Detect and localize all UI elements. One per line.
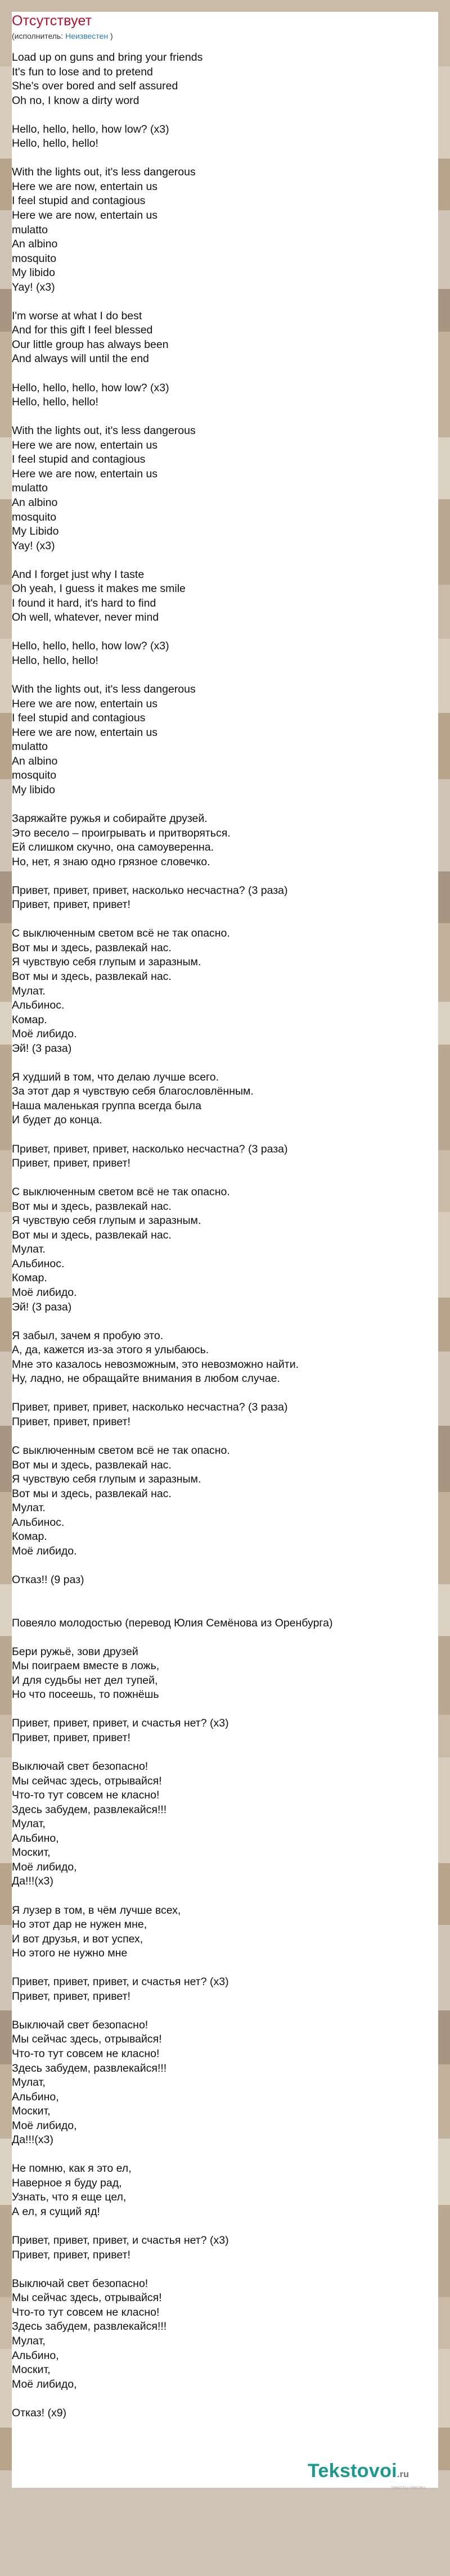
lyric-line: Мы сейчас здесь, отрывайся!: [12, 2033, 162, 2046]
lyric-line: Load up on guns and bring your friends: [12, 51, 203, 64]
lyric-line: Hello, hello, hello, how low? (x3): [12, 381, 169, 394]
lyric-line: Альбино,: [12, 2349, 59, 2362]
lyric-line: With the lights out, it's less dangerous: [12, 424, 196, 437]
lyric-line: Я худший в том, что делаю лучше всего.: [12, 1070, 219, 1083]
lyric-line: Выключай свет безопасно!: [12, 2277, 148, 2290]
lyric-line: Oh no, I know a dirty word: [12, 94, 140, 107]
lyric-line: Мы поиграем вместе в ложь,: [12, 1660, 160, 1673]
lyric-line: My libido: [12, 783, 55, 796]
lyric-line: Hello, hello, hello!: [12, 654, 98, 667]
lyric-line: Here we are now, entertain us: [12, 467, 158, 480]
lyric-blank-line: [12, 1056, 406, 1070]
lyric-blank-line: [12, 1702, 406, 1717]
lyric-line: mosquito: [12, 510, 57, 523]
lyric-line: With the lights out, it's less dangerous: [12, 683, 196, 696]
performer-info: [12, 31, 113, 40]
lyric-line: Привет, привет, привет, и счастья нет? (х3): [12, 1976, 229, 1989]
lyric-line: И для судьбы нет дел тупей,: [12, 1674, 158, 1687]
lyric-line: Не помню, как я это ел,: [12, 2162, 132, 2175]
lyric-line: А, да, кажется из-за этого я улыбаюсь.: [12, 1344, 209, 1357]
lyric-line: Эй! (3 раза): [12, 1300, 72, 1313]
lyric-line: Я забыл, зачем я пробую это.: [12, 1329, 164, 1342]
lyric-line: Hello, hello, hello, how low? (x3): [12, 640, 169, 653]
lyric-line: It's fun to lose and to pretend: [12, 65, 153, 78]
lyric-line: Здесь забудем, развлекайся!!!: [12, 2320, 167, 2333]
lyric-line: Но этот дар не нужен мне,: [12, 1918, 147, 1931]
lyric-line: I feel stupid and contagious: [12, 453, 146, 466]
lyric-line: mulatto: [12, 740, 48, 753]
lyric-line: Мулат.: [12, 1243, 46, 1256]
lyric-line: Привет, привет, привет, насколько несчастна? (3 раза): [12, 884, 288, 897]
lyric-line: И вот друзья, и вот успех,: [12, 1932, 143, 1945]
lyric-blank-line: [12, 367, 406, 381]
performer-link[interactable]: Неизвестен: [65, 31, 109, 40]
lyric-line: Комар.: [12, 1272, 47, 1285]
lyric-blank-line: [12, 151, 406, 166]
lyric-blank-line: [12, 1314, 406, 1329]
lyric-blank-line: [12, 1588, 406, 1602]
lyric-line: Повеяло молодостью (перевод Юлия Семёнова из Оренбурга): [12, 1616, 333, 1629]
lyric-line: Мулат,: [12, 1818, 46, 1831]
lyric-line: С выключенным светом всё не так опасно.: [12, 927, 230, 940]
lyric-line: Я чувствую себя глупым и заразным.: [12, 956, 201, 969]
lyric-line: Здесь забудем, развлекайся!!!: [12, 2062, 167, 2075]
lyric-line: Yay! (x3): [12, 539, 55, 552]
lyric-line: Но, нет, я знаю одно грязное словечко.: [12, 855, 210, 868]
lyric-blank-line: [12, 553, 406, 568]
lyric-line: С выключенным светом всё не так опасно.: [12, 1444, 230, 1457]
lyric-line: Привет, привет, привет, и счастья нет? (х3): [12, 2234, 229, 2247]
lyric-line: Отказ! (х9): [12, 2406, 67, 2419]
lyric-line: Альбинос.: [12, 1516, 65, 1529]
lyric-line: Мы сейчас здесь, отрывайся!: [12, 1774, 162, 1787]
lyric-line: Привет, привет, привет, насколько несчастна? (3 раза): [12, 1401, 288, 1414]
lyric-blank-line: [12, 1558, 406, 1573]
lyric-line: Hello, hello, hello!: [12, 396, 98, 409]
lyric-line: Здесь забудем, развлекайся!!!: [12, 1803, 167, 1816]
lyric-blank-line: [12, 1386, 406, 1401]
lyric-line: Вот мы и здесь, развлекай нас.: [12, 1200, 172, 1213]
lyric-line: Моё либидо.: [12, 1028, 77, 1041]
lyric-line: mosquito: [12, 769, 57, 782]
lyric-line: Но этого не нужно мне: [12, 1947, 128, 1960]
lyric-line: An albino: [12, 496, 58, 509]
lyric-blank-line: [12, 410, 406, 424]
lyric-blank-line: [12, 2392, 406, 2406]
lyric-line: Моё либидо.: [12, 1544, 77, 1557]
lyric-line: Hello, hello, hello!: [12, 137, 98, 150]
lyric-blank-line: [12, 1128, 406, 1142]
lyric-line: My Libido: [12, 525, 59, 538]
lyric-line: Here we are now, entertain us: [12, 726, 158, 739]
lyric-line: She's over bored and self assured: [12, 80, 178, 93]
lyric-line: Привет, привет, привет, насколько несчастна? (3 раза): [12, 1142, 288, 1155]
lyric-line: Москит,: [12, 2105, 51, 2118]
lyric-line: Комар.: [12, 1013, 47, 1026]
lyric-line: Моё либидо,: [12, 1860, 77, 1873]
lyric-line: Я чувствую себя глупым и заразным.: [12, 1473, 201, 1486]
lyric-line: Да!!!(х3): [12, 2134, 53, 2146]
lyrics-text: [12, 51, 406, 2420]
lyric-line: Yay! (x3): [12, 281, 55, 293]
lyric-line: With the lights out, it's less dangerous: [12, 166, 196, 179]
lyric-line: Да!!!(х3): [12, 1875, 53, 1888]
lyric-line: Но что посеешь, то пожнёшь: [12, 1688, 159, 1701]
lyric-line: За этот дар я чувствую себя благословлённым.: [12, 1085, 254, 1098]
lyric-line: Мулат.: [12, 984, 46, 997]
lyric-line: Наша маленькая группа всегда была: [12, 1099, 201, 1112]
lyric-line: Вот мы и здесь, развлекай нас.: [12, 1487, 172, 1500]
lyric-blank-line: [12, 1961, 406, 1976]
lyric-line: Our little group has always been: [12, 338, 169, 351]
lyric-line: Here we are now, entertain us: [12, 697, 158, 710]
lyric-line: Привет, привет, привет!: [12, 2248, 130, 2261]
lyric-line: Альбино,: [12, 1832, 59, 1845]
lyric-line: Ну, ладно, не обращайте внимания в любом случае.: [12, 1372, 280, 1385]
lyric-line: Привет, привет, привет, и счастья нет? (х3): [12, 1717, 229, 1730]
performer-suffix: ): [110, 31, 113, 40]
lyric-line: Комар.: [12, 1530, 47, 1543]
lyric-line: mulatto: [12, 223, 48, 236]
logo-tld: .ru: [397, 2470, 410, 2479]
lyric-blank-line: [12, 295, 406, 309]
lyric-line: Москит,: [12, 2363, 51, 2376]
lyric-line: Вот мы и здесь, развлекай нас.: [12, 1458, 172, 1471]
lyric-line: Наверное я буду рад,: [12, 2176, 122, 2189]
lyric-line: My libido: [12, 266, 55, 279]
lyric-line: Мы сейчас здесь, отрывайся!: [12, 2292, 162, 2304]
lyric-line: Альбинос.: [12, 999, 65, 1012]
lyric-line: Альбинос.: [12, 1257, 65, 1270]
lyric-line: I feel stupid and contagious: [12, 195, 146, 207]
lyric-line: Ей слишком скучно, она самоуверенна.: [12, 841, 214, 854]
lyric-line: Привет, привет, привет!: [12, 898, 130, 911]
lyric-line: Отказ!! (9 раз): [12, 1573, 84, 1586]
lyric-line: Вот мы и здесь, развлекай нас.: [12, 970, 172, 983]
performer-prefix: (исполнитель:: [12, 31, 64, 40]
lyric-blank-line: [12, 1430, 406, 1444]
lyric-blank-line: [12, 869, 406, 884]
lyric-line: Альбино,: [12, 2090, 59, 2103]
lyric-line: Мулат,: [12, 2076, 46, 2089]
lyric-blank-line: [12, 1746, 406, 1760]
lyric-line: Мне это казалось невозможным, это невозможно найти.: [12, 1358, 299, 1371]
lyric-line: Привет, привет, привет!: [12, 1731, 130, 1744]
lyric-line: Here we are now, entertain us: [12, 209, 158, 222]
logo-name: Tekstovoi: [308, 2460, 397, 2482]
lyric-line: I feel stupid and contagious: [12, 712, 146, 725]
lyric-line: Oh yeah, I guess it makes me smile: [12, 582, 186, 595]
lyric-line: Вот мы и здесь, развлекай нас.: [12, 1228, 172, 1241]
lyric-line: Бери ружьё, зови друзей: [12, 1645, 138, 1658]
lyric-line: Hello, hello, hello, how low? (x3): [12, 123, 169, 135]
lyric-line: I'm worse at what I do best: [12, 309, 142, 322]
lyric-line: Я чувствую себя глупым и заразным.: [12, 1214, 201, 1227]
lyric-line: Моё либидо,: [12, 2378, 77, 2390]
lyric-line: Вот мы и здесь, развлекай нас.: [12, 941, 172, 954]
lyric-blank-line: [12, 668, 406, 683]
lyric-line: Привет, привет, привет!: [12, 1157, 130, 1170]
lyric-blank-line: [12, 1889, 406, 1904]
lyric-line: Here we are now, entertain us: [12, 180, 158, 193]
lyric-line: An albino: [12, 238, 58, 251]
lyric-line: Привет, привет, привет!: [12, 1990, 130, 2003]
lyric-line: Что-то тут совсем не класно!: [12, 2306, 160, 2319]
lyric-line: Моё либидо,: [12, 2119, 77, 2132]
lyric-line: Эй! (3 раза): [12, 1042, 72, 1055]
lyric-line: Моё либидо.: [12, 1286, 77, 1299]
lyric-line: Привет, привет, привет!: [12, 1415, 130, 1428]
lyric-blank-line: [12, 1630, 406, 1645]
logo-wordmark: [308, 2460, 409, 2482]
lyric-line: mulatto: [12, 482, 48, 495]
lyric-line: Мулат.: [12, 1502, 46, 1515]
lyric-blank-line: [12, 912, 406, 927]
lyric-blank-line: [12, 2148, 406, 2162]
lyric-line: Это весело – проигрывать и притворяться.: [12, 826, 231, 839]
lyric-blank-line: [12, 108, 406, 123]
lyric-line: I found it hard, it's hard to find: [12, 596, 156, 609]
lyric-line: Мулат,: [12, 2334, 46, 2347]
lyric-line: Москит,: [12, 1846, 51, 1859]
lyric-blank-line: [12, 1171, 406, 1186]
song-title: Отсутствует: [12, 13, 92, 29]
logo-tagline: тексты песен: [391, 2485, 426, 2491]
lyric-line: Here we are now, entertain us: [12, 439, 158, 451]
lyric-line: Что-то тут совсем не класно!: [12, 1789, 160, 1802]
lyric-line: И будет до конца.: [12, 1114, 102, 1127]
lyric-line: Oh well, whatever, never mind: [12, 611, 159, 624]
lyric-blank-line: [12, 625, 406, 640]
lyric-line: С выключенным светом всё не так опасно.: [12, 1186, 230, 1199]
lyric-line: Выключай свет безопасно!: [12, 2018, 148, 2031]
lyric-blank-line: [12, 2262, 406, 2277]
lyric-line: А ел, я сущий яд!: [12, 2206, 100, 2218]
lyric-blank-line: [12, 2004, 406, 2018]
lyric-line: Выключай свет безопасно!: [12, 1760, 148, 1773]
lyric-line: Узнать, что я еще цел,: [12, 2191, 127, 2204]
lyric-blank-line: [12, 2220, 406, 2234]
lyric-blank-line: [12, 1602, 406, 1616]
lyric-line: And I forget just why I taste: [12, 568, 145, 581]
lyric-line: mosquito: [12, 252, 57, 265]
lyric-line: Что-то тут совсем не класно!: [12, 2048, 160, 2060]
lyric-line: Заряжайте ружья и собирайте друзей.: [12, 812, 208, 825]
lyric-line: Я лузер в том, в чём лучше всех,: [12, 1904, 181, 1917]
lyric-blank-line: [12, 797, 406, 812]
lyric-line: And for this gift I feel blessed: [12, 324, 153, 337]
site-logo[interactable]: [307, 2460, 437, 2500]
lyric-line: An albino: [12, 754, 58, 767]
lyric-line: And always will until the end: [12, 352, 149, 365]
